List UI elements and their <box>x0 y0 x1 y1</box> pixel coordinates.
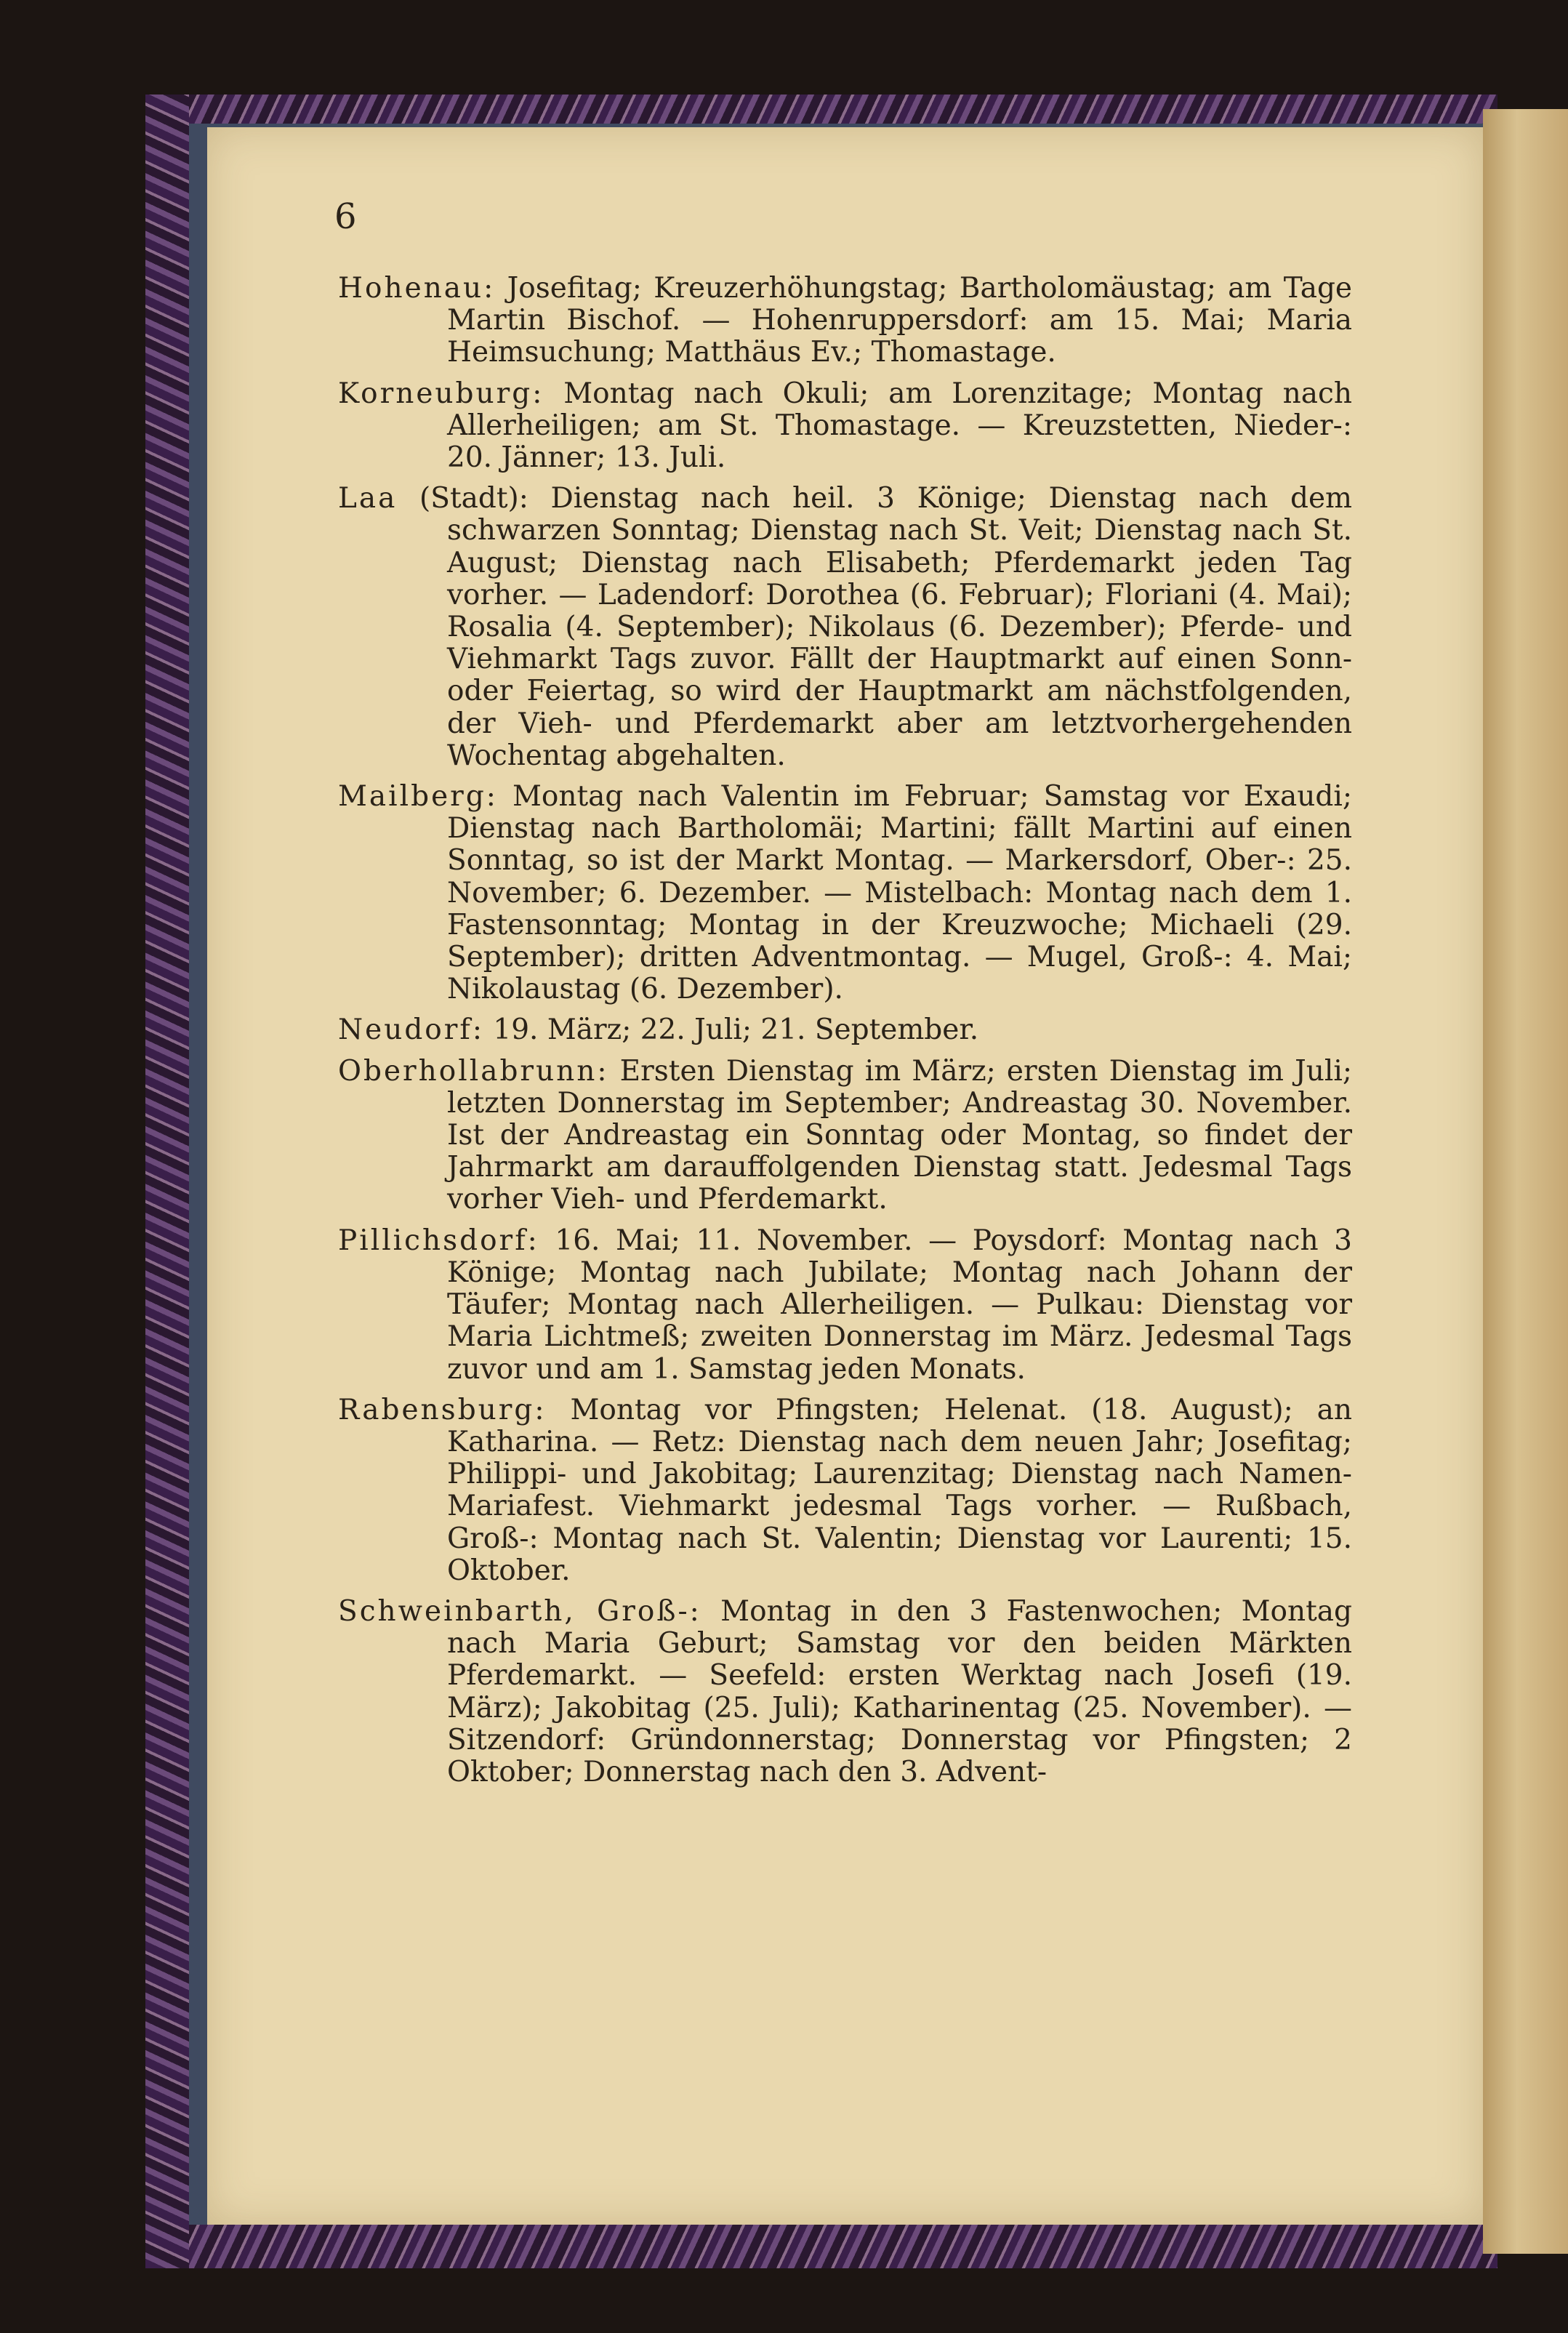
marbled-edge-top <box>145 95 1497 124</box>
page-number: 6 <box>334 196 357 237</box>
entry-text: Montag vor Pfingsten; Helenat. (18. August); an Katharina. — Retz: Dienstag nach dem neuen Jahr; Josefitag; Philippi- und Jakobitag; Laurenzitag; Dienstag nach Namen-Mariafest. Viehmarkt jedesmal Tags vorher. — Rußbach, Groß-: Montag nach St. Valentin; Dienstag vor Laurenti; 15. Oktober. <box>447 1393 1352 1587</box>
entry-text: 19. März; 22. Juli; 21. September. <box>493 1013 979 1047</box>
place-name: Laa <box>338 482 398 515</box>
entry-neudorf <box>338 1014 1352 1046</box>
entry-hohenau <box>338 273 1352 369</box>
place-name: Pillichsdorf: <box>338 1224 539 1257</box>
place-name: Hohenau: <box>338 272 496 305</box>
page-text <box>338 273 1352 1797</box>
entry-korneuburg <box>338 378 1352 475</box>
place-name: Mailberg: <box>338 780 498 814</box>
entry-oberhollabrunn <box>338 1056 1352 1216</box>
place-name: Neudorf: <box>338 1013 484 1047</box>
marbled-edge-bottom <box>145 2225 1497 2268</box>
entry-rabensburg <box>338 1394 1352 1587</box>
entry-text: Josefitag; Kreuzerhöhungstag; Bartholomäustag; am Tage Martin Bischof. — Hohenruppersdorf: am 15. Mai; Maria Heimsuchung; Matthäus Ev.; Thomastage. <box>447 272 1352 369</box>
entry-text: Montag nach Valentin im Februar; Samstag vor Exaudi; Dienstag nach Bartholomäi; Martini; fällt Martini auf einen Sonntag, so ist der Markt Montag. — Markersdorf, Ober-: 25. November; 6. Dezember. — Mistelbach: Montag nach dem 1. Fastensonntag; Montag in der Kreuzwoche; Michaeli (29. September); dritten Adventmontag. — Mugel, Groß-: 4. Mai; Nikolaustag (6. Dezember). <box>447 780 1352 1006</box>
marbled-edge-left <box>145 95 189 2268</box>
entry-text: Montag in den 3 Fastenwochen; Montag nach Maria Geburt; Samstag vor den beiden Märkten Pferdemarkt. — Seefeld: ersten Werktag nach Josefi (19. März); Jakobitag (25. Juli); Katharinentag (25. November). — Sitzendorf: Gründonnerstag; Donnerstag vor Pfingsten; 2 Oktober; Donnerstag nach den 3. Advent- <box>447 1594 1352 1788</box>
entry-text: Ersten Dienstag im März; ersten Dienstag im Juli; letzten Donnerstag im September; Andreastag 30. November. Ist der Andreastag ein Sonntag oder Montag, so findet der Jahrmarkt am darauffolgenden Dienstag statt. Jedesmal Tags vorher Vieh- und Pferdemarkt. <box>447 1054 1352 1216</box>
entry-text: Montag nach Okuli; am Lorenzitage; Montag nach Allerheiligen; am St. Thomastage. — Kreuzstetten, Nieder-: 20. Jänner; 13. Juli. <box>447 377 1352 475</box>
entry-pillichsdorf <box>338 1225 1352 1386</box>
entry-mailberg <box>338 781 1352 1005</box>
entry-text: 16. Mai; 11. November. — Poysdorf: Montag nach 3 Könige; Montag nach Jubilate; Montag nach Johann der Täufer; Montag nach Allerheiligen. — Pulkau: Dienstag vor Maria Lichtmeß; zweiten Donnerstag im März. Jedesmal Tags zuvor und am 1. Samstag jeden Monats. <box>447 1224 1352 1386</box>
place-name: Korneuburg: <box>338 377 544 410</box>
entry-text: (Stadt): Dienstag nach heil. 3 Könige; Dienstag nach dem schwarzen Sonntag; Dienstag nach St. Veit; Dienstag nach St. August; Dienstag nach Elisabeth; Pferdemarkt jeden Tag vorher. — Ladendorf: Dorothea (6. Februar); Floriani (4. Mai); Rosalia (4. September); Nikolaus (6. Dezember); Pferde- und Viehmarkt Tags zuvor. Fällt der Hauptmarkt auf einen Sonn- oder Feiertag, so wird der Hauptmarkt am nächstfolgenden, der Vieh- und Pferdemarkt aber am letztvorhergehenden Wochentag abgehalten. <box>419 482 1353 772</box>
entry-schweinbarth <box>338 1596 1352 1788</box>
place-name: Rabensburg: <box>338 1393 547 1426</box>
entry-laa <box>338 483 1352 772</box>
place-name: Schweinbarth, Groß-: <box>338 1594 701 1628</box>
place-name: Oberhollabrunn: <box>338 1054 609 1088</box>
facing-page-edge <box>1483 109 1568 2254</box>
